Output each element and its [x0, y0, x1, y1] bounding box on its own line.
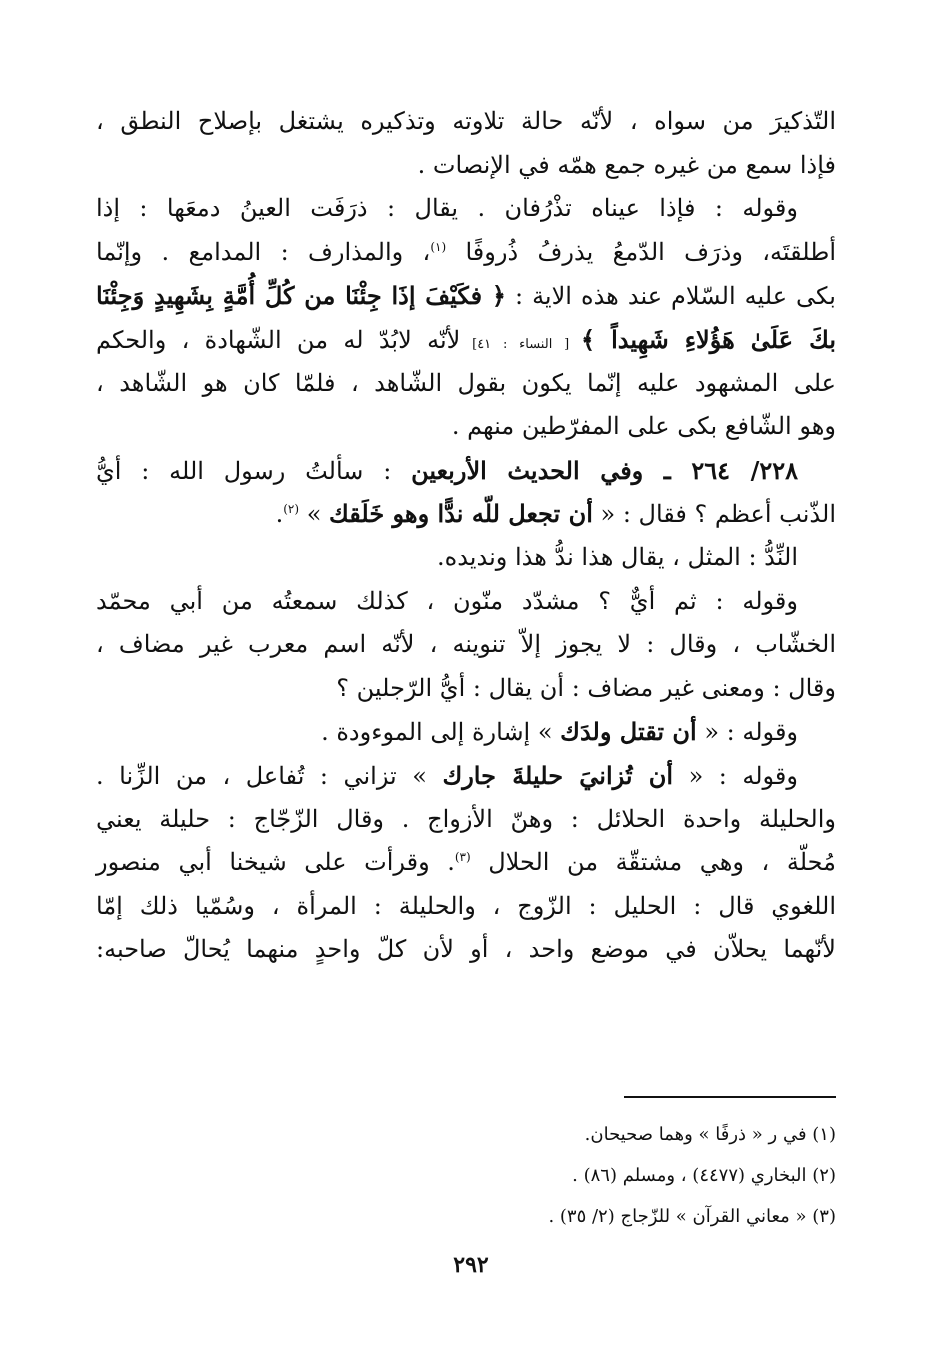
text-segment: » إشارة إلى الموءودة . [321, 718, 561, 747]
text-line: فإذا سمع من غيره جمع همّه في الإنصات . [417, 150, 836, 179]
text-line: وقوله : فإذا عيناه تذْرُفان . يقال : ذرَفَت العينُ دمعَها : إذا [96, 194, 798, 223]
text-line [96, 318, 836, 362]
hadith-quote: أن تُزانيَ حليلةَ جارك [442, 760, 674, 790]
text-segment: » [299, 500, 330, 529]
text-line [96, 231, 836, 275]
text-segment: ، والمذارف : المدامع . وإنّما [96, 237, 431, 266]
footnote-marker: (٣) [454, 850, 471, 865]
footnote-divider [624, 1096, 836, 1098]
text-line: والحليلة واحدة الحلائل : وهنّ الأزواج . وقال الزّجّاج : حليلة يعني [96, 804, 836, 833]
text-line: وهو الشّافع بكى على المفرّطين منهم . [451, 412, 836, 441]
footnote-1: (١) في ر « ذرفًا » وهما صحيحان. [584, 1124, 836, 1145]
text-segment: . [275, 500, 284, 529]
text-segment: الذّنب أعظم ؟ فقال : « [592, 500, 836, 529]
text-segment: أطلقتَه، وذرَف الدّمعُ يذرفُ ذُروفًا [446, 237, 836, 266]
text-segment: لأنّه لابُدّ له من الشّهادة ، والحكم [96, 325, 461, 354]
text-line [96, 274, 836, 318]
text-segment: مُحلّة ، وهي مشتقّة من الحلال [470, 848, 836, 877]
text-line [96, 754, 836, 798]
text-segment: . وقرأت على شيخنا أبي منصور [96, 848, 455, 877]
footnote-2: (٢) البخاري (٤٤٧٧) ، ومسلم (٨٦) . [572, 1165, 836, 1186]
hadith-quote: أن تقتل ولدَك [560, 717, 697, 747]
text-segment: » تزاني : تُفاعل ، من الزِّنا . [96, 761, 443, 790]
hadith-heading: ٢٢٨/ ٢٦٤ ـ وفي الحديث الأربعين [411, 455, 799, 485]
text-line [96, 710, 836, 754]
text-line: وقوله : ثم أيٌّ ؟ مشدّد منّون ، كذلك سمعتُه من أبي محمّد [96, 586, 798, 615]
footnote-3: (٣) « معاني القرآن » للزّجاج (٢/ ٣٥) . [548, 1206, 836, 1227]
footnote-marker: (١) [430, 239, 447, 254]
text-line: لأنّهما يحلاّن في موضع واحد ، أو لأن كلّ واحدٍ منهما يُحالّ صاحبه: [96, 935, 836, 964]
footnote-marker: (٢) [283, 502, 300, 517]
text-line: النِّدُّ : المثل ، يقال هذا ندُّ هذا ونديده. [437, 542, 798, 571]
text-line [96, 449, 836, 493]
text-segment: وقوله : « [696, 718, 798, 747]
verse-reference: [ النساء : ٤١] [460, 336, 581, 352]
text-segment: بكى عليه السّلام عند هذه الاية : [505, 282, 836, 311]
text-line: اللغوي قال : الحليل : الزّوج ، والحليلة : المرأة ، وسُمّيا ذلك إمّا [96, 891, 836, 920]
text-segment: : سألتُ رسول الله : أيُّ [96, 456, 412, 485]
hadith-quote: أن تجعل للّه ندًّا وهو خَلَقك [329, 499, 593, 529]
quran-verse: ﴿ فكَيْفَ إذَا جِئْنَا من كُلِّ أُمَّةٍ بِشَهِيدٍ وَجِئْنَا [96, 281, 506, 311]
main-text [96, 100, 836, 972]
page-number: ٢٩٢ [453, 1252, 489, 1278]
text-segment: وقوله : « [673, 761, 798, 790]
text-line [96, 492, 836, 536]
quran-verse: بكَ عَلَىٰ هَؤُلاءِ شَهِيداً ﴾ [580, 324, 837, 354]
text-line: الخشّاب ، وقال : لا يجوز إلاّ تنوينه ، لأنّه اسم معرب غير مضاف ، [96, 630, 836, 659]
text-line: على المشهود عليه إنّما يكون بقول الشّاهد ، فلمّا كان هو الشّاهد ، [96, 368, 836, 397]
text-line: وقال : ومعنى غير مضاف : أن يقال : أيُّ الرّجلين ؟ [336, 673, 836, 702]
text-line [96, 841, 836, 885]
text-line: التّذكيرَ من سواه ، لأنّه حالة تلاوته وتذكيره يشتغل بإصلاح النطق ، [96, 107, 836, 135]
footnotes [330, 1114, 836, 1237]
